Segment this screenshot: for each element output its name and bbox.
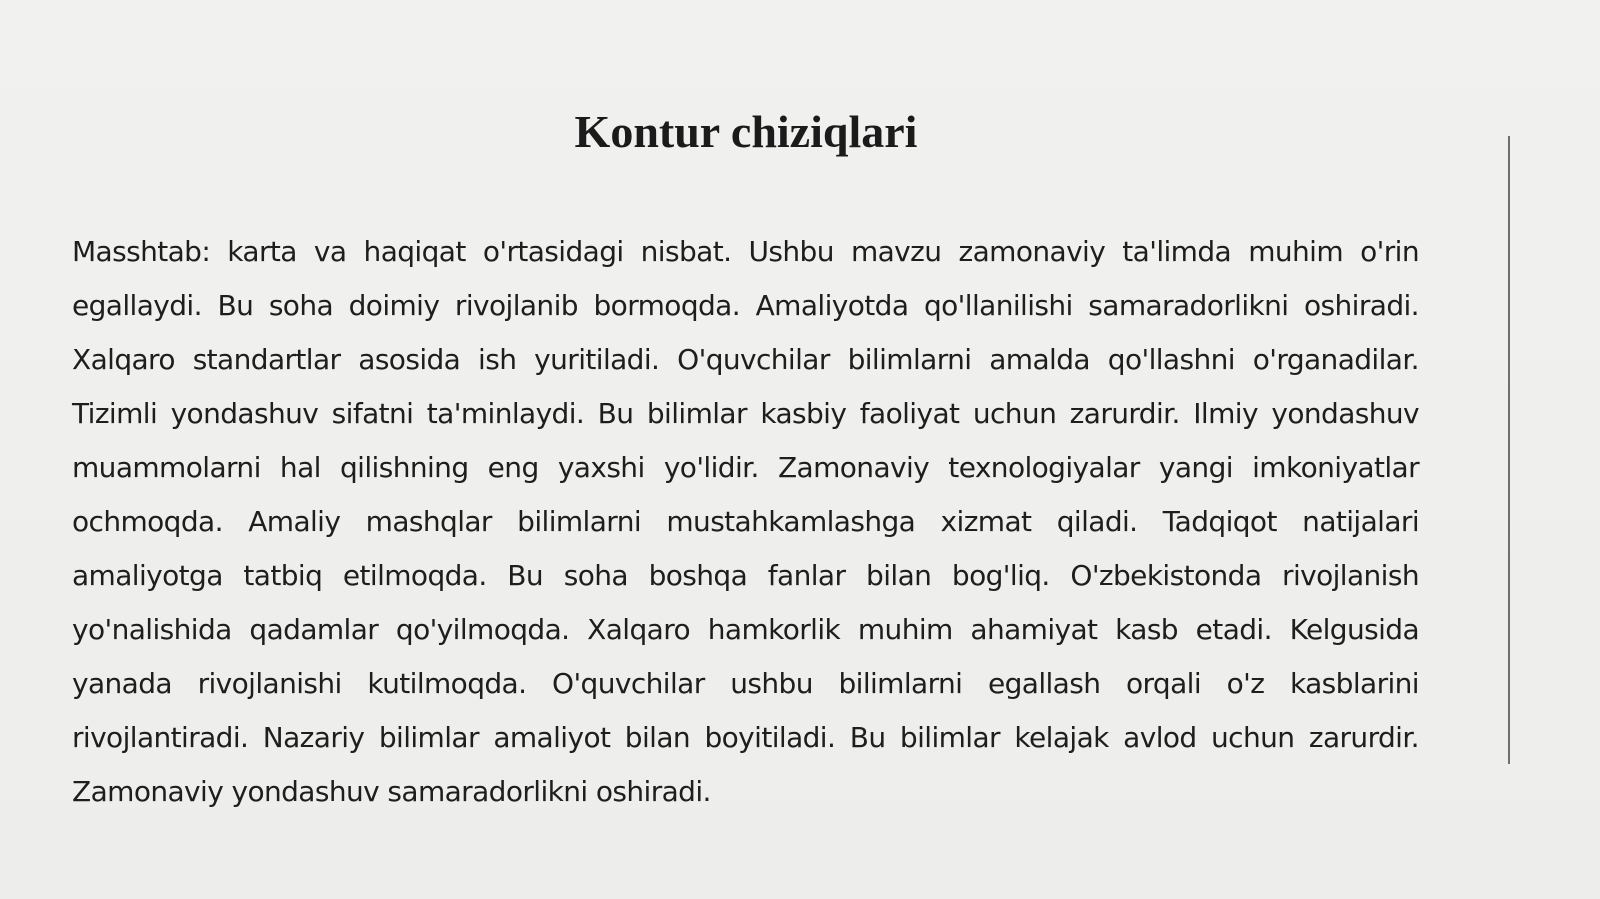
slide-title: Kontur chiziqlari	[574, 106, 918, 157]
vertical-divider	[1508, 136, 1510, 764]
slide-body-text: Masshtab: karta va haqiqat o'rtasidagi nisbat. Ushbu mavzu zamonaviy ta'limda muhim o'rin egallaydi. Bu soha doimiy rivojlanib bormoqda. Amaliyotda qo'llanilishi samaradorlikni oshiradi. Xalqaro standartlar asosida ish yuritiladi. O'quvchilar bilimlarni amalda qo'llashni o'rganadilar. Tizimli yondashuv sifatni ta'minlaydi. Bu bilimlar kasbiy faoliyat uchun zarurdir. Ilmiy yondashuv muammolarni hal qilishning eng yaxshi yo'lidir. Zamonaviy texnologiyalar yangi imkoniyatlar ochmoqda. Amaliy mashqlar bilimlarni mustahkamlashga xizmat qiladi. Tadqiqot natijalari amaliyotga tatbiq etilmoqda. Bu soha boshqa fanlar bilan bog'liq. O'zbekistonda rivojlanish yo'nalishida qadamlar qo'yilmoqda. Xalqaro hamkorlik muhim ahamiyat kasb etadi. Kelgusida yanada rivojlanishi kutilmoqda. O'quvchilar ushbu bilimlarni egallash orqali o'z kasblarini rivojlantiradi. Nazariy bilimlar amaliyot bilan boyitiladi. Bu bilimlar kelajak avlod uchun zarurdir. Zamonaviy yondashuv samaradorlikni oshiradi.	[72, 235, 1419, 808]
